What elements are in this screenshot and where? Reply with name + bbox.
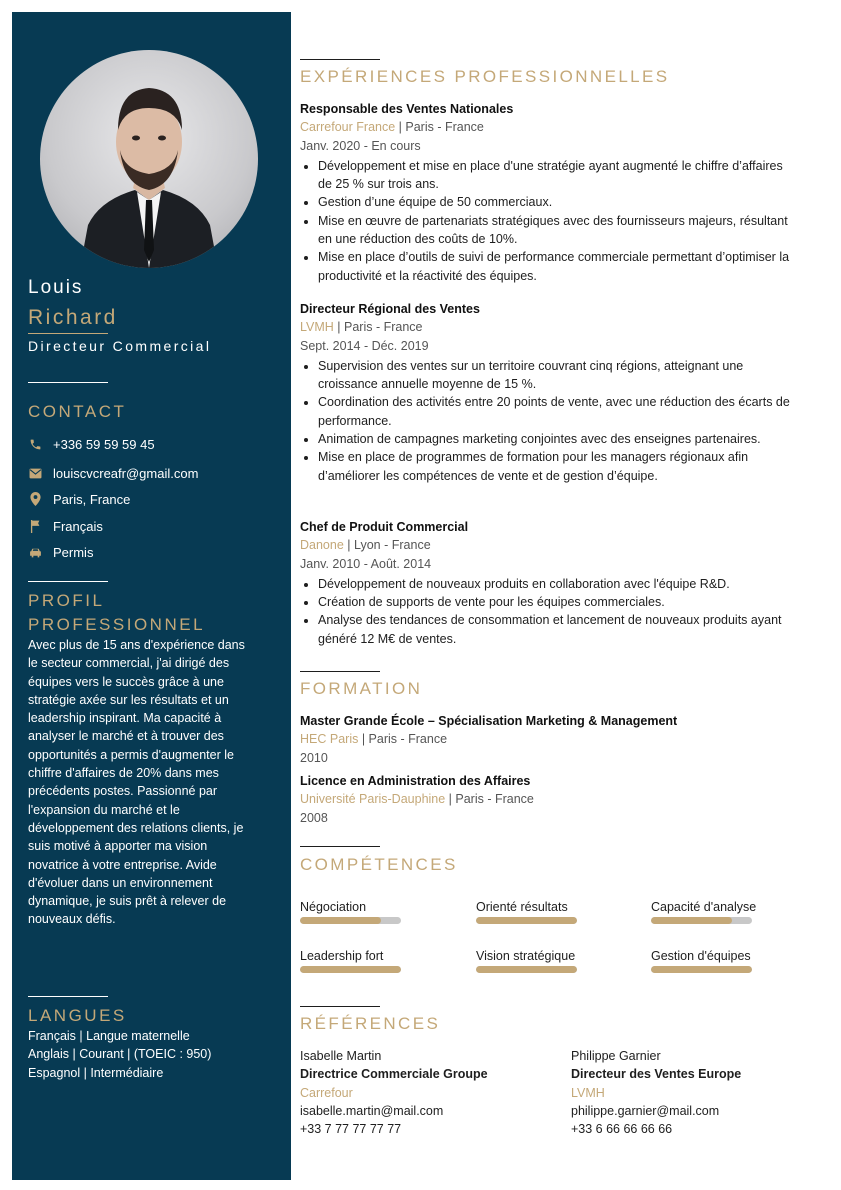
contact-phone [28,435,155,453]
job-entry-title: Directeur Régional des Ventes [300,302,480,316]
skill-bar [651,966,752,973]
skill-bar-fill [651,917,732,924]
skill-label: Vision stratégique [476,949,576,963]
job-company: Carrefour France [300,120,396,135]
reference-phone: +33 6 66 66 66 66 [571,1122,673,1137]
skills-divider [300,846,380,847]
contact-heading: CONTACT [28,402,127,421]
experience-divider [300,59,380,60]
skill-bar-fill [476,917,577,924]
job-entry-title: Chef de Produit Commercial [300,520,469,534]
contact-text: +336 59 59 59 45 [53,436,155,452]
skill-label: Leadership fort [300,949,384,963]
first-name: Louis [28,277,84,298]
school-name: Université Paris-Dauphine [300,792,446,807]
bullet: • Création de supports de vente pour les équipes commerciales. [318,593,800,611]
contact-language [28,517,103,535]
last-name: Richard [28,306,118,329]
skill-bar [300,917,401,924]
languages-divider [28,996,108,997]
language-item: Anglais | Courant | (TOEIC : 950) [28,1047,212,1062]
reference-company: Carrefour [300,1085,353,1100]
reference-card [571,1047,811,1138]
bullet: • Analyse des tendances de consommation et lancement de nouveaux produits ayant généré 12 M€ de ventes. [318,611,800,648]
references-heading: RÉFÉRENCES [300,1014,441,1033]
reference-email: isabelle.martin@mail.com [300,1103,444,1118]
education-year: 2010 [300,750,328,765]
contact-text: Permis [53,544,94,560]
school-name: HEC Paris [300,732,359,747]
reference-company: LVMH [571,1085,605,1100]
education-year: 2008 [300,810,328,825]
mail-icon [28,466,42,480]
reference-phone: +33 7 77 77 77 77 [300,1122,402,1137]
profile-divider [28,581,108,582]
job-company: LVMH [300,320,334,335]
skill-bar-fill [476,966,577,973]
job-bullets [300,575,800,648]
language-item: Espagnol | Intermédiaire [28,1065,164,1080]
bullet: • Mise en place d’outils de suivi de performance commerciale permettant d’optimiser la productivité et la réactivité des équipes. [318,248,800,285]
job-entry [300,300,800,485]
job-entry [300,100,800,285]
phone-icon [28,437,42,451]
language-item: Français | Langue maternelle [28,1029,190,1043]
education-entry [300,712,800,767]
contact-text: louiscvcreafr@gmail.com [53,465,199,481]
skill-bar [476,917,577,924]
profile-summary: Avec plus de 15 ans d'expérience dans le secteur commercial, j'ai dirigé des équipes vers le succès grâce à une stratégie axée sur les résultats et un leadership inspirant. Ma capacité à analyser le marché et à trouver des opportunités a permis d'augmenter le chiffre d'affaires de 20% dans mes précédents postes. Passionné par l'expansion du marché et le développement des relations clients, je suis motivé à apporter ma vision novatrice à votre entreprise. Avide d'évoluer dans un environnement dynamique, je suis prêt à relever de nouveaux défis. [28,638,245,927]
bullet: • Supervision des ventes sur un territoire couvrant cinq régions, atteignant une croissance annuelle moyenne de 15 %. [318,357,800,394]
skill-label: Négociation [300,900,367,914]
profile-heading-line2: PROFESSIONNEL [28,615,206,634]
skill-label: Gestion d'équipes [651,949,751,963]
job-bullets [300,357,800,485]
reference-role: Directrice Commerciale Groupe [300,1067,488,1082]
skill-label: Orienté résultats [476,900,568,914]
skill-bar [300,966,401,973]
name-divider [28,333,108,334]
contact-location [28,490,130,508]
school-location: | Paris - France [358,732,448,747]
car-icon [28,545,42,559]
school-location: | Paris - France [445,792,534,807]
job-bullets [300,157,800,285]
location-pin-icon [28,492,42,506]
job-dates: Janv. 2010 - Août. 2014 [300,556,432,571]
contact-text: Paris, France [53,491,131,507]
degree-title: Licence en Administration des Affaires [300,774,531,788]
job-dates: Sept. 2014 - Déc. 2019 [300,338,429,353]
skill-bar-fill [300,966,401,973]
degree-title: Master Grande École – Spécialisation Marketing & Management [300,714,678,728]
skill-bar [651,917,752,924]
experience-heading: EXPÉRIENCES PROFESSIONNELLES [300,67,670,86]
skill-label: Capacité d'analyse [651,900,757,914]
education-entry [300,772,800,827]
flag-icon [28,519,42,533]
contact-divider [28,382,108,383]
job-dates: Janv. 2020 - En cours [300,138,421,153]
contact-license [28,543,93,561]
bullet: • Développement de nouveaux produits en collaboration avec l'équipe R&D. [318,575,800,593]
job-location: | Paris - France [395,120,484,135]
skill-bar-fill [300,917,381,924]
education-divider [300,671,380,672]
job-entry [300,518,800,648]
languages-heading: LANGUES [28,1006,127,1025]
job-location: | Lyon - France [343,538,431,553]
bullet: • Gestion d’une équipe de 50 commerciaux. [318,193,800,211]
job-title: Directeur Commercial [28,338,212,354]
reference-role: Directeur des Ventes Europe [571,1067,742,1082]
bullet: • Animation de campagnes marketing conjointes avec des enseignes partenaires. [318,430,800,448]
skill-bar [476,966,577,973]
skills-heading: COMPÉTENCES [300,855,458,874]
bullet: • Mise en place de programmes de formation pour les managers régionaux afin d’améliorer les compétences de vente et de gestion d’équipe. [318,448,800,485]
skill-bar-fill [651,966,752,973]
references-divider [300,1006,380,1007]
contact-email [28,464,198,482]
bullet: • Coordination des activités entre 20 points de vente, avec une réduction des écarts de performance. [318,393,800,430]
bullet: • Mise en œuvre de partenariats stratégiques avec des fournisseurs majeurs, résultant en une réduction des coûts de 10%. [318,212,800,249]
job-entry-title: Responsable des Ventes Nationales [300,102,514,116]
reference-name: Philippe Garnier [571,1049,661,1063]
job-location: | Paris - France [333,320,423,335]
bullet: • Développement et mise en place d'une stratégie ayant augmenté le chiffre d’affaires de 25 % sur trois ans. [318,157,800,194]
reference-email: philippe.garnier@mail.com [571,1103,720,1118]
profile-photo [40,50,258,268]
profile-heading-line1: PROFIL [28,591,105,610]
reference-name: Isabelle Martin [300,1049,382,1063]
education-heading: FORMATION [300,679,423,698]
languages-list [28,1027,211,1082]
reference-card [300,1047,540,1138]
contact-text: Français [53,518,103,534]
job-company: Danone [300,538,344,553]
